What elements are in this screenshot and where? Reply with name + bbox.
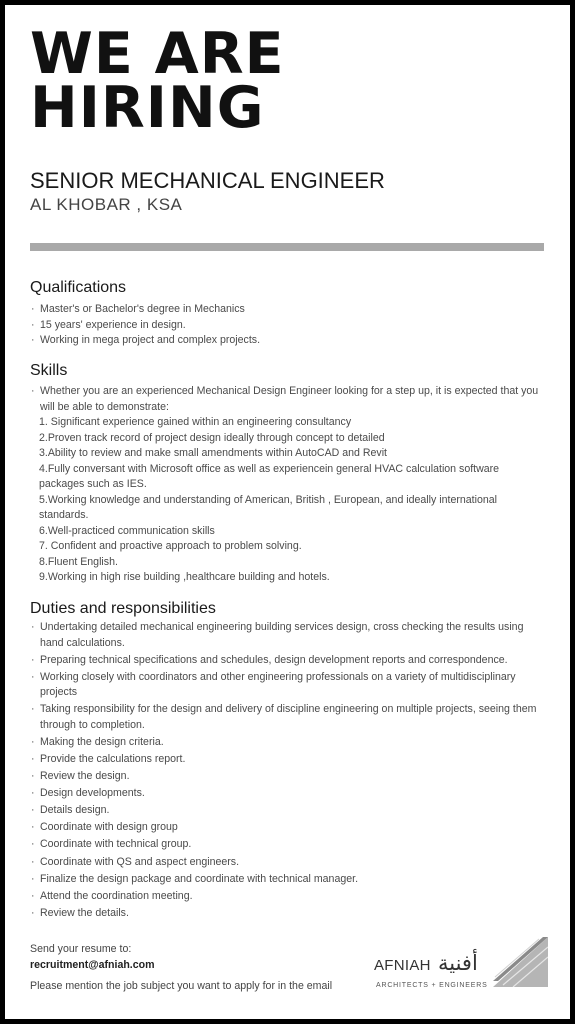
logo-tagline: ARCHITECTS + ENGINEERS [376, 982, 488, 989]
duties-list [30, 620, 545, 923]
job-location: AL KHOBAR , KSA [30, 195, 183, 214]
skill-item: 1. Significant experience gained within an engineering consultancy [39, 416, 352, 428]
qualification-item: · Master's or Bachelor's degree in Mechanics [30, 302, 545, 318]
skill-item: 8.Fluent English. [39, 555, 118, 568]
qualification-item: · 15 years' experience in design. [30, 318, 545, 334]
duty-item: · Review the design. [30, 769, 545, 785]
duty-item: · Undertaking detailed mechanical engineering building services design, cross checking the results using hand calculations. [30, 620, 545, 651]
company-logo [374, 935, 549, 995]
skills-title: Skills [30, 362, 68, 379]
duty-item: · Design developments. [30, 786, 545, 802]
skill-item: 7. Confident and proactive approach to problem solving. [39, 540, 302, 552]
job-ad-page [5, 5, 570, 1019]
headline-line-2: HIRING [30, 75, 265, 141]
duty-item: · Preparing technical specifications and schedules, design development reports and correspondence. [30, 653, 545, 669]
qualifications-title: Qualifications [30, 279, 127, 296]
duty-item: · Taking responsibility for the design and delivery of discipline engineering on multiple projects, seeing them through to completion. [30, 702, 545, 733]
divider-bar [30, 243, 544, 251]
duty-item: · Review the details. [30, 906, 545, 922]
duty-item: · Coordinate with technical group. [30, 837, 545, 853]
duty-item: · Details design. [30, 803, 545, 819]
contact-email-link[interactable]: recruitment@afniah.com [30, 959, 155, 971]
skill-item: 6.Well-practiced communication skills [39, 524, 215, 537]
skill-item: 5.Working knowledge and understanding of American, British , European, and ideally international standards. [39, 493, 497, 521]
logo-name: AFNIAH [374, 957, 431, 974]
skill-item: 3.Ability to review and make small amendments within AutoCAD and Revit [39, 447, 387, 459]
contact-note: Please mention the job subject you want to apply for in the email [30, 980, 333, 992]
duty-item: · Working closely with coordinators and other engineering professionals on a variety of multidisciplinary projects [30, 670, 545, 701]
skill-item: 4.Fully conversant with Microsoft office as well as experiencein general HVAC calculation software packages such as IES. [39, 462, 500, 490]
duty-item: · Making the design criteria. [30, 735, 545, 751]
skills-intro: · Whether you are an experienced Mechanical Design Engineer looking for a step up, it is expected that you will be able to demonstrate: [30, 384, 545, 415]
contact-label: Send your resume to: [30, 943, 132, 955]
headline-line-1: WE ARE [30, 21, 285, 87]
duties-title: Duties and responsibilities [30, 600, 216, 617]
job-title: SENIOR MECHANICAL ENGINEER [30, 168, 385, 193]
duty-item: · Finalize the design package and coordinate with technical manager. [30, 872, 545, 888]
qualifications-list [30, 302, 545, 349]
duty-item: · Coordinate with QS and aspect engineers. [30, 855, 545, 871]
headline [30, 21, 285, 141]
skill-item: 2.Proven track record of project design ideally through concept to detailed [39, 431, 385, 444]
duty-item: · Coordinate with design group [30, 820, 545, 836]
duty-item: · Provide the calculations report. [30, 752, 545, 768]
duty-item: · Attend the coordination meeting. [30, 889, 545, 905]
logo-arabic-name: أفنية [438, 952, 478, 975]
qualification-item: · Working in mega project and complex projects. [30, 333, 545, 349]
logo-mark-icon [493, 937, 548, 987]
skills-list [30, 384, 545, 586]
skill-item: 9.Working in high rise building ,healthcare building and hotels. [39, 571, 330, 583]
